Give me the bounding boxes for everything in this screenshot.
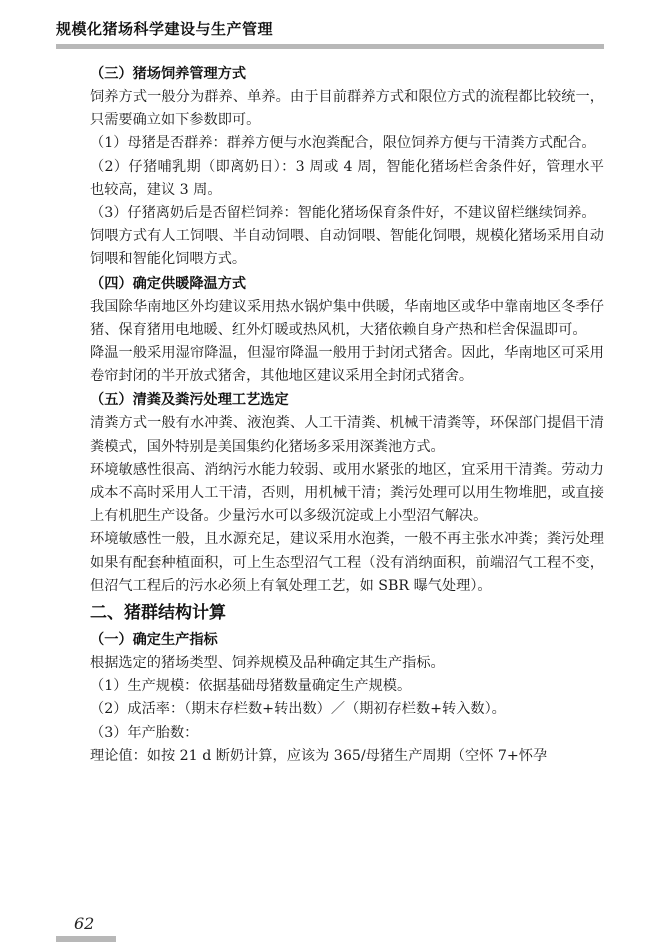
running-header: 规模化猪场科学建设与生产管理 <box>56 20 274 38</box>
paragraph: （1）母猪是否群养：群养方便与水泡粪配合，限位饲养方便与干清粪方式配合。 <box>90 135 596 152</box>
paragraph: （2）仔猪哺乳期（即离奶日）：3 周或 4 周，智能化猪场栏舍条件好，管理水平也较高，建议 3 周。 <box>90 158 604 198</box>
paragraph: 我国除华南地区外均建议采用热水锅炉集中供暖，华南地区或华中靠南地区冬季仔猪、保育猪用电地暖、红外灯暖或热风机，大猪依赖自身产热和栏舍保温即可。 <box>90 298 604 338</box>
paragraph: （3）仔猪离奶后是否留栏饲养：智能化猪场保育条件好，不建议留栏继续饲养。 <box>90 205 596 222</box>
section-heading: （四）确定供暖降温方式 <box>90 275 247 292</box>
paragraph: 根据选定的猪场类型、饲养规模及品种确定其生产指标。 <box>90 655 445 672</box>
section-heading: （五）清粪及粪污处理工艺选定 <box>90 392 289 409</box>
paragraph: （1）生产规模：依据基础母猪数量确定生产规模。 <box>90 678 412 695</box>
paragraph: （3）年产胎数： <box>90 724 199 741</box>
paragraph: 饲喂方式有人工饲喂、半自动饲喂、自动饲喂、智能化饲喂，规模化猪场采用自动饲喂和智能化饲喂方式。 <box>90 228 604 268</box>
footer-rule <box>56 936 116 942</box>
paragraph: 降温一般采用湿帘降温，但湿帘降温一般用于封闭式猪舍。因此，华南地区可采用卷帘封闭的半开放式猪舍，其他地区建议采用全封闭式猪舍。 <box>90 345 604 385</box>
chapter-heading: 二、猪群结构计算 <box>90 603 226 624</box>
paragraph: 饲养方式一般分为群养、单养。由于目前群养方式和限位方式的流程都比较统一，只需要确立如下参数即可。 <box>90 89 604 129</box>
page-body <box>90 62 604 768</box>
paragraph: 环境敏感性一般，且水源充足，建议采用水泡粪，一般不再主张水冲粪；粪污处理如果有配套种植面积，可上生态型沼气工程（没有消纳面积，前端沼气工程不变，但沼气工程后的污水必须上有氧处理工艺，如 SBR 曝气处理）。 <box>90 531 604 594</box>
section-heading: （三）猪场饲养管理方式 <box>90 66 247 82</box>
paragraph: 理论值：如按 21 d 断奶计算，应该为 365/母猪生产周期（空怀 7+怀孕 <box>90 747 548 764</box>
header-rule <box>56 44 604 49</box>
paragraph: 清粪方式一般有水冲粪、液泡粪、人工干清粪、机械干清粪等，环保部门提倡干清粪模式，国外特别是美国集约化猪场多采用深粪池方式。 <box>90 415 604 455</box>
paragraph: 环境敏感性很高、消纳污水能力较弱、或用水紧张的地区，宜采用干清粪。劳动力成本不高时采用人工干清，否则，用机械干清；粪污处理可以用生物堆肥，或直接上有机肥生产设备。少量污水可以多级沉淀或上小型沼气解决。 <box>90 461 604 525</box>
page-number: 62 <box>74 914 95 933</box>
subsection-heading: （一）确定生产指标 <box>90 632 218 649</box>
paragraph: （2）成活率：（期末存栏数+转出数）／（期初存栏数+转入数）。 <box>90 701 506 718</box>
